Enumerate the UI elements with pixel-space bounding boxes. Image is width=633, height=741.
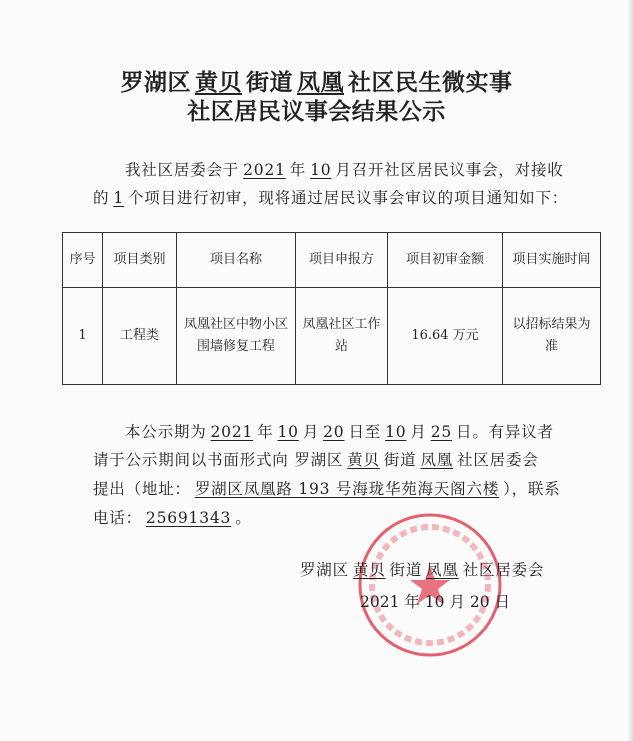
project-table (62, 232, 601, 385)
header-cell: 项目类别 (103, 233, 177, 288)
header-cell: 项目实施时间 (503, 233, 601, 288)
cell-name: 凤凰社区中物小区围墙修复工程 (177, 288, 296, 385)
scan-edge (627, 0, 633, 741)
title-line-1: 罗湖区 黄贝 街道 凤凰 社区民生微实事 (120, 69, 513, 96)
header-cell: 项目初审金额 (388, 233, 503, 288)
notice-line-3: 提出（地址： 罗湖区凤凰路 193 号海珑华苑海天阁六楼 ），联系 (93, 480, 561, 498)
cell-index: 1 (63, 288, 103, 385)
signature-date: 2021 年 10 月 20 日 (360, 593, 511, 611)
header-cell: 序号 (63, 233, 103, 288)
cell-applicant: 凤凰社区工作站 (296, 288, 388, 385)
notice-line-2: 请于公示期间以书面形式向 罗湖区 黄贝 街道 凤凰 社区居委会 (93, 451, 539, 469)
signature-org: 罗湖区 黄贝 街道 凤凰 社区居委会 (300, 561, 545, 579)
notice-line-4: 电话： 25691343 。 (93, 509, 252, 527)
cell-amount: 16.64 万元 (388, 288, 503, 385)
notice-line-1: 本公示期为 2021 年 10 月 20 日至 10 月 25 日。有异议者 (125, 423, 554, 441)
cell-category: 工程类 (103, 288, 177, 385)
table-row (63, 288, 601, 385)
intro-line-1: 我社区居委会于 2021 年 10 月召开社区居民议事会，对接收 (125, 161, 564, 179)
intro-line-2: 的 1 个项目进行初审，现将通过居民议事会审议的项目通知如下： (93, 189, 569, 207)
official-seal (355, 510, 505, 660)
title-line-2: 社区居民议事会结果公示 (187, 98, 446, 125)
header-cell: 项目名称 (177, 233, 296, 288)
header-cell: 项目申报方 (296, 233, 388, 288)
cell-time: 以招标结果为准 (503, 288, 601, 385)
table-header-row (63, 233, 601, 288)
